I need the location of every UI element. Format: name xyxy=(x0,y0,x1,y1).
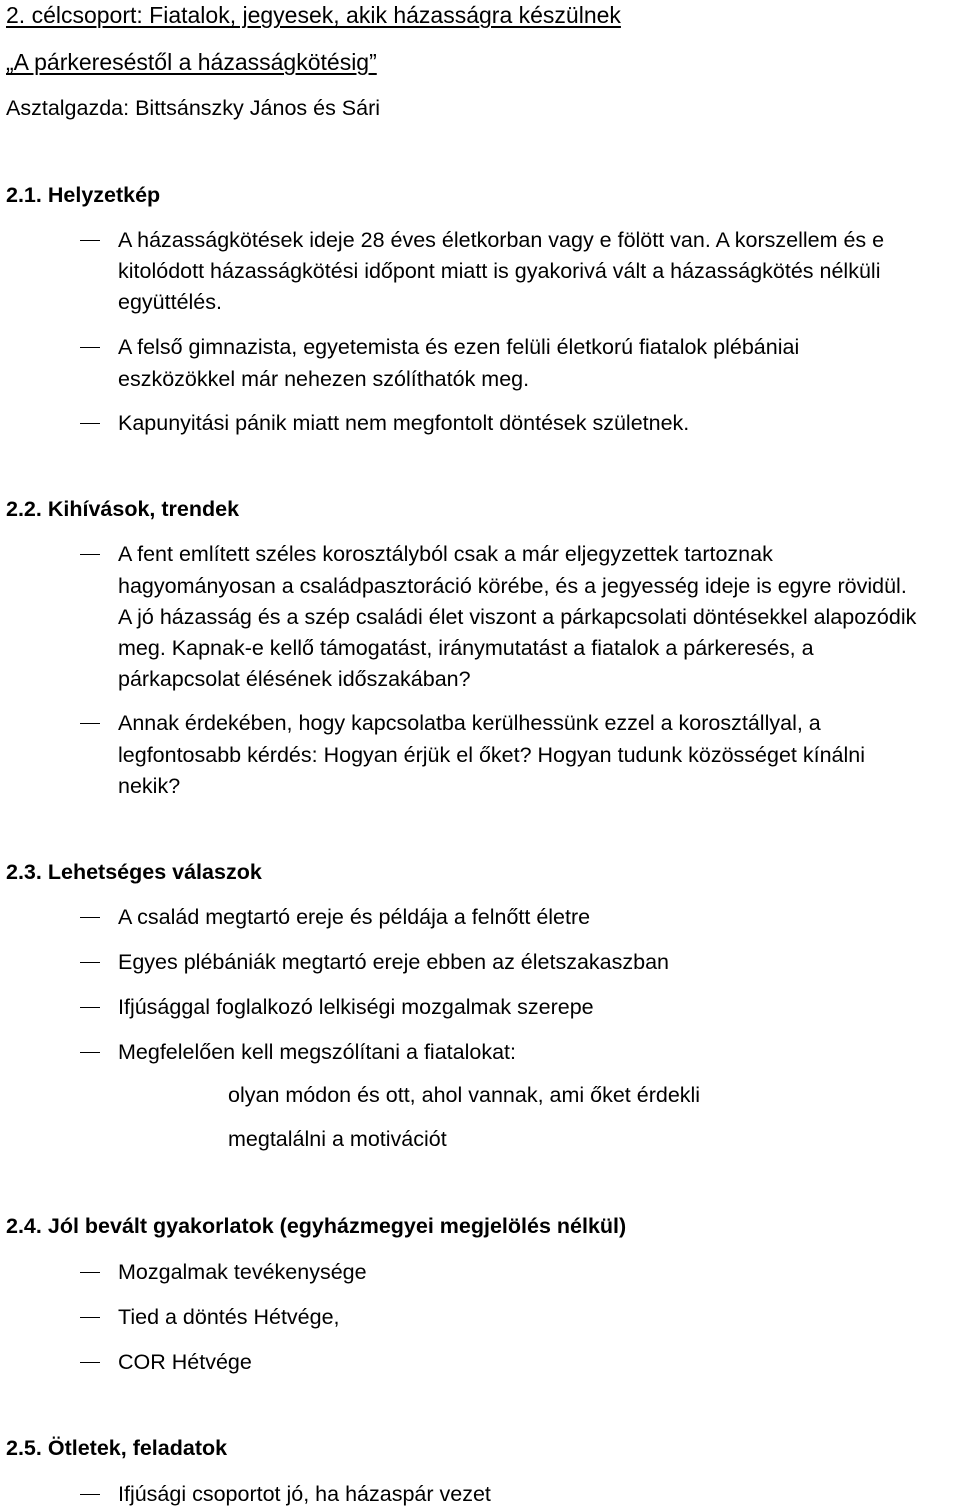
list-item-line: COR Hétvége xyxy=(118,1350,252,1374)
section-title: Helyzetkép xyxy=(47,183,161,207)
list-item-line: Ifjúsággal foglalkozó lelkiségi mozgalmak szerepe xyxy=(118,995,594,1019)
section-heading-2-3 xyxy=(6,859,262,885)
section-title: Kihívások, trendek xyxy=(47,497,240,521)
section-heading-2-1 xyxy=(6,182,160,208)
list-item-line: A jó házasság és a szép családi élet viszont a párkapcsolati döntésekkel alapozódik xyxy=(118,605,917,629)
document-title: 2. célcsoport: Fiatalok, jegyesek, akik házasságra készülnek xyxy=(6,2,621,28)
list-item-line: hagyományosan a családpasztoráció körébe, és a jegyesség ideje is egyre rövidül. xyxy=(118,574,907,598)
list-item-line: Megfelelően kell megszólítani a fiatalokat: xyxy=(118,1040,516,1064)
section-number: 2.5. xyxy=(6,1436,42,1460)
list-item-line: Mozgalmak tevékenysége xyxy=(118,1260,367,1284)
dash-bullet-icon xyxy=(80,1007,100,1008)
list-item-line: Kapunyitási pánik miatt nem megfontolt döntések születnek. xyxy=(118,411,690,435)
document-subtitle: „A párkereséstől a házasságkötésig” xyxy=(6,49,377,75)
list-item-line: együttélés. xyxy=(118,290,222,314)
dash-bullet-icon xyxy=(80,962,100,963)
dash-bullet-icon xyxy=(80,1362,100,1363)
section-heading-2-5 xyxy=(6,1435,227,1461)
section-number: 2.1. xyxy=(6,183,42,207)
dash-bullet-icon xyxy=(80,554,100,555)
dash-bullet-icon xyxy=(80,723,100,724)
list-item-line: Annak érdekében, hogy kapcsolatba kerülhessünk ezzel a korosztállyal, a xyxy=(118,711,821,735)
section-title: Lehetséges válaszok xyxy=(47,860,262,884)
list-item-line: meg. Kapnak-e kellő támogatást, iránymutatást a fiatalok a párkeresés, a xyxy=(118,636,814,660)
dash-bullet-icon xyxy=(80,1317,100,1318)
section-number: 2.3. xyxy=(6,860,42,884)
dash-bullet-icon xyxy=(80,1052,100,1053)
dash-bullet-icon xyxy=(80,1272,100,1273)
list-item-line: Tied a döntés Hétvége, xyxy=(118,1305,340,1329)
dash-bullet-icon xyxy=(80,917,100,918)
list-item-line: Egyes plébániák megtartó ereje ebben az életszakaszban xyxy=(118,950,669,974)
sub-item-line: megtalálni a motivációt xyxy=(228,1127,447,1151)
list-item-line: párkapcsolat élésének időszakában? xyxy=(118,667,471,691)
section-number: 2.4. xyxy=(6,1214,42,1238)
dash-bullet-icon xyxy=(80,423,100,424)
dash-bullet-icon xyxy=(80,347,100,348)
dash-bullet-icon xyxy=(80,240,100,241)
section-title: Ötletek, feladatok xyxy=(47,1436,228,1460)
list-item-line: eszközökkel már nehezen szólíthatók meg. xyxy=(118,367,530,391)
section-number: 2.2. xyxy=(6,497,42,521)
list-item-line: Ifjúsági csoportot jó, ha házaspár vezet xyxy=(118,1482,491,1506)
list-item-line: A fent említett széles korosztályból csak a már eljegyzettek tartoznak xyxy=(118,542,773,566)
list-item-line: kitolódott házasságkötési időpont miatt is gyakorivá vált a házasságkötés nélküli xyxy=(118,259,881,283)
sub-item-line: olyan módon és ott, ahol vannak, ami őket érdekli xyxy=(228,1083,701,1107)
section-title: Jól bevált gyakorlatok (egyházmegyei megjelölés nélkül) xyxy=(47,1214,627,1238)
list-item-line: A házasságkötések ideje 28 éves életkorban vagy e fölött van. A korszellem és e xyxy=(118,228,885,252)
list-item-line: A felső gimnazista, egyetemista és ezen felüli életkorú fiatalok plébániai xyxy=(118,335,800,359)
section-heading-2-4 xyxy=(6,1213,626,1239)
dash-bullet-icon xyxy=(80,1494,100,1495)
list-item-line: nekik? xyxy=(118,774,181,798)
list-item-line: A család megtartó ereje és példája a felnőtt életre xyxy=(118,905,591,929)
section-heading-2-2 xyxy=(6,496,239,522)
list-item-line: legfontosabb kérdés: Hogyan érjük el őket? Hogyan tudunk közösséget kínálni xyxy=(118,743,865,767)
host-line: Asztalgazda: Bittsánszky János és Sári xyxy=(6,96,381,120)
